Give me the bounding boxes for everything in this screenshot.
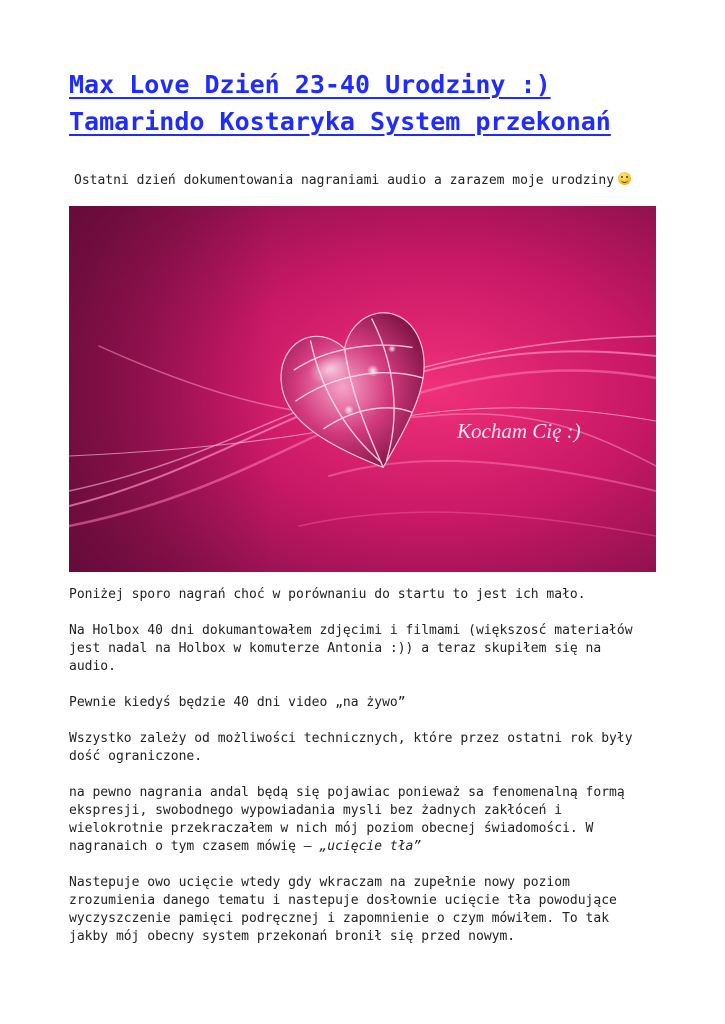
heart-illustration <box>69 206 656 572</box>
image-caption: Kocham Cię :) <box>457 419 581 443</box>
intro-line <box>74 172 631 190</box>
paragraph-5-emphasis: „ucięcie tła” <box>319 839 422 854</box>
paragraph-3: Pewnie kiedyś będzie 40 dni video „na żywo” <box>69 695 406 710</box>
hero-image <box>69 206 656 572</box>
smiley-icon <box>618 172 631 185</box>
title-line-2[interactable]: Tamarindo Kostaryka System przekonań <box>69 107 611 136</box>
paragraph-5-text: na pewno nagrania andal będą się pojawiac ponieważ sa fenomenalną formą ekspresji, swobodnego wypowiadania mysli bez żadnych zakłóceń i wielokrotnie przekraczałem w nich mój poziom obecnej świadomości. W nagranaich o tym czasem mówię – <box>69 785 625 854</box>
paragraph-1: Poniżej sporo nagrań choć w porównaniu do startu to jest ich mało. <box>69 587 586 602</box>
article-title-link[interactable] <box>69 66 669 140</box>
paragraph-2: Na Holbox 40 dni dokumantowałem zdjęcimi i filmami (większosć materiałów jest nadal na Holbox w komuterze Antonia :)) a teraz skupiłem się na audio. <box>69 623 633 674</box>
paragraph-6: Nastepuje owo ucięcie wtedy gdy wkraczam na zupełnie nowy poziom zrozumienia danego tematu i nastepuje dosłownie ucięcie tła powodujące wyczyszczenie pamięci podręcznej i zapomnienie o czym mówiłem. To tak jakby mój obecny system przekonań bronił się przed nowym. <box>69 875 617 944</box>
intro-text: Ostatni dzień dokumentowania nagraniami audio a zarazem moje urodziny <box>74 173 615 188</box>
article-body <box>69 586 659 946</box>
title-line-1[interactable]: Max Love Dzień 23-40 Urodziny :) <box>69 70 551 99</box>
paragraph-5 <box>69 784 659 856</box>
paragraph-4: Wszystko zależy od możliwości technicznych, które przez ostatni rok były dość ograniczone. <box>69 731 633 764</box>
